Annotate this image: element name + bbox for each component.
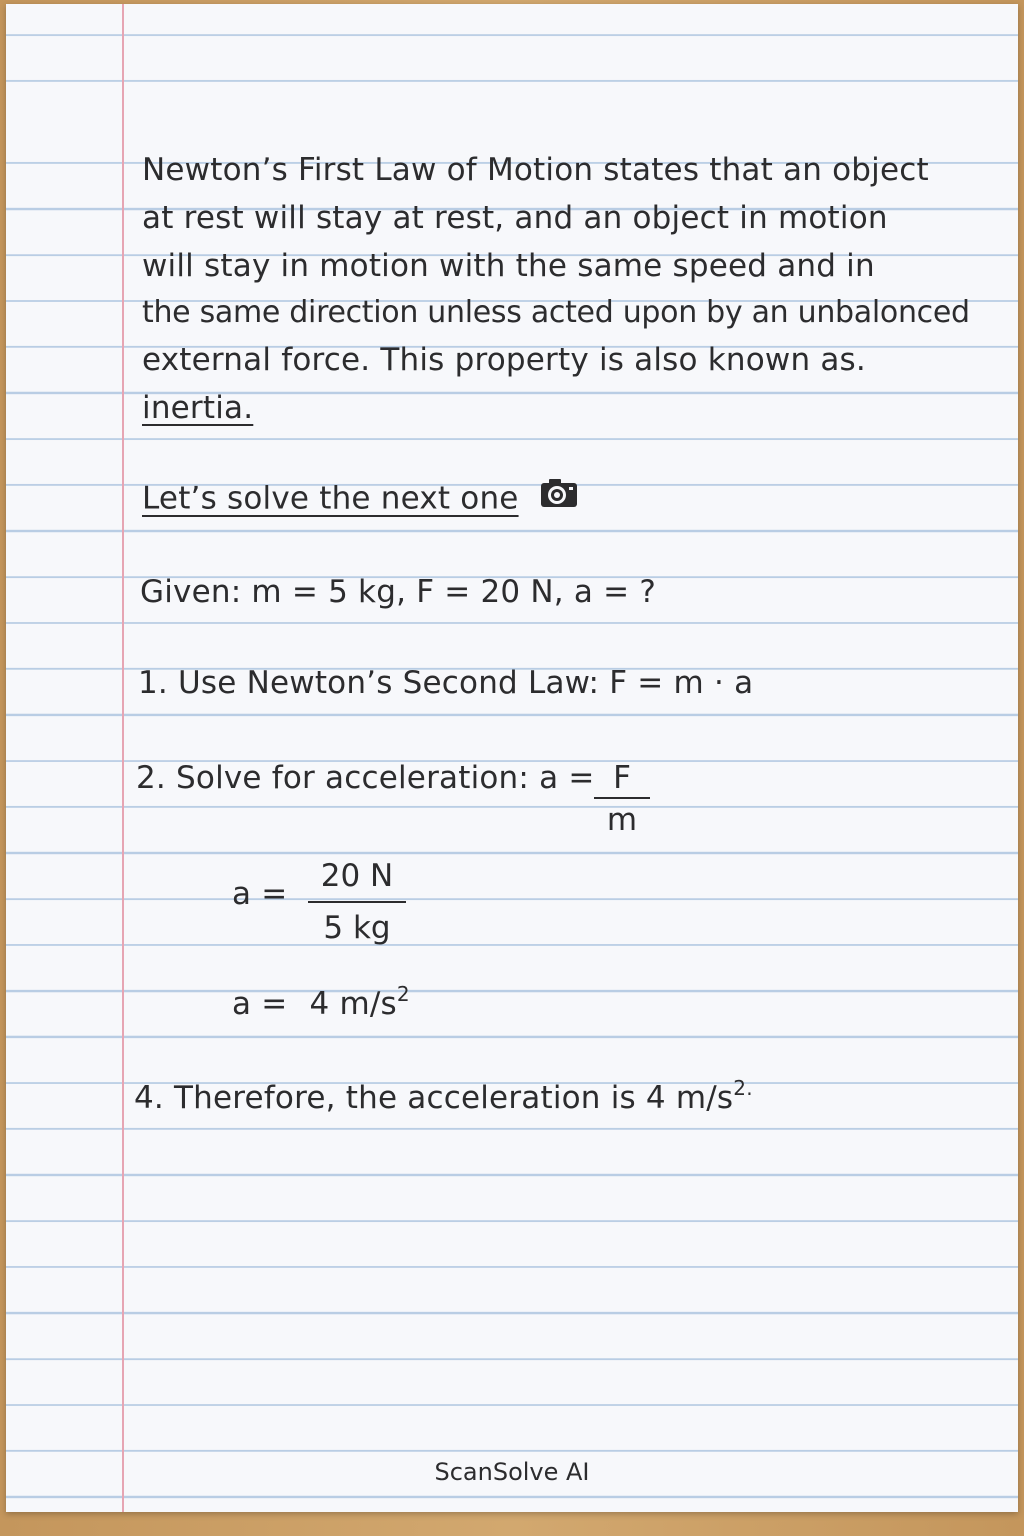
paragraph-line-6: inertia.: [142, 390, 254, 426]
given-line: Given: m = 5 kg, F = 20 N, a = ?: [140, 574, 657, 610]
step-2-fraction: [594, 760, 650, 840]
margin-line: [122, 4, 124, 1512]
result-line: [232, 982, 410, 1022]
calc-fraction-bar: [308, 901, 406, 903]
step-4: [134, 1076, 753, 1116]
step-2-numerator: F: [613, 760, 631, 796]
result-label: a =: [232, 986, 288, 1022]
calc-fraction: [308, 858, 406, 958]
result-value: 4 m/s: [309, 986, 397, 1022]
result-exponent: 2: [396, 982, 410, 1006]
paragraph-line-3: will stay in motion with the same speed and in: [142, 248, 875, 284]
calc-denominator: 5 kg: [323, 910, 391, 946]
lets-solve-text: Let’s solve the next one: [142, 480, 519, 517]
lets-solve-heading: [142, 480, 579, 520]
step-2-label: 2. Solve for acceleration: a =: [136, 760, 595, 796]
fraction-bar: [594, 797, 650, 799]
paragraph-line-1: Newton’s First Law of Motion states that an object: [142, 152, 929, 188]
step-4-exponent: 2.: [733, 1076, 753, 1100]
camera-icon: [539, 477, 579, 517]
paragraph-line-4: the same direction unless acted upon by an unbalonced: [142, 295, 970, 330]
step-2-denominator: m: [606, 802, 638, 838]
paragraph-line-2: at rest will stay at rest, and an object in motion: [142, 200, 888, 236]
paragraph-line-5: external force. This property is also known as.: [142, 342, 866, 378]
brand-footer: ScanSolve AI: [434, 1458, 590, 1486]
step-1: 1. Use Newton’s Second Law: F = m · a: [138, 665, 754, 701]
step-4-text: 4. Therefore, the acceleration is 4 m/s: [134, 1080, 734, 1116]
calc-a-label: a =: [232, 876, 288, 912]
calc-numerator: 20 N: [320, 858, 394, 894]
